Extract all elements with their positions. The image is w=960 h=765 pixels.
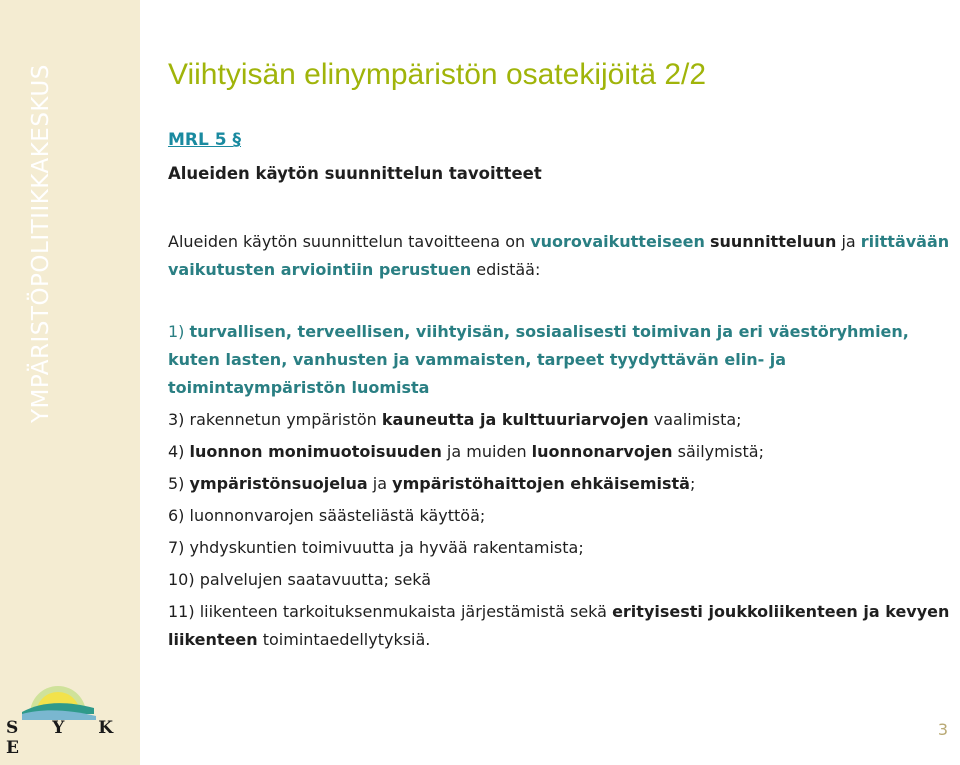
slide-subtitle: Alueiden käytön suunnittelun tavoitteet — [168, 164, 542, 183]
intro-emphasis-dark: suunnitteluun — [709, 232, 837, 251]
intro-emphasis: riittävään vaikutusten arviointiin perustuen — [168, 232, 950, 279]
item-text: 7) yhdyskuntien toimivuutta ja hyvää rakentamista; — [168, 538, 584, 557]
list-item — [168, 502, 958, 530]
intro-text: ja — [836, 232, 861, 251]
item-emphasis: luonnonarvojen — [531, 442, 673, 461]
intro-text: edistää: — [471, 260, 541, 279]
slide-title: Viihtyisän elinympäristön osatekijöitä 2/2 — [168, 58, 707, 91]
item-text: 5) — [168, 474, 190, 493]
item-text: toimintaedellytyksiä. — [257, 630, 431, 649]
list-item — [168, 318, 958, 402]
syke-logo — [0, 672, 140, 758]
item-text: ja — [367, 474, 393, 493]
item-emphasis: ympäristönsuojelua — [189, 474, 368, 493]
logo-wordmark: S Y K E — [6, 718, 128, 758]
sidebar-vertical-text: YMPÄRISTÖPOLITIIKKAKESKUS — [28, 64, 54, 423]
item-text: säilymistä; — [672, 442, 764, 461]
list-item — [168, 534, 958, 562]
item-text: 3) rakennetun ympäristön — [168, 410, 382, 429]
item-text: 6) luonnonvarojen säästeliästä käyttöä; — [168, 506, 486, 525]
intro-text: Alueiden käytön suunnittelun tavoitteena on — [168, 232, 531, 251]
item-text: 4) — [168, 442, 190, 461]
intro-paragraph — [168, 228, 958, 284]
list-item — [168, 470, 958, 498]
list-item — [168, 406, 958, 434]
item-text: ja muiden — [441, 442, 532, 461]
item-text: 10) palvelujen saatavuutta; sekä — [168, 570, 432, 589]
item-emphasis: ympäristöhaittojen ehkäisemistä — [392, 474, 690, 493]
item-emphasis: erityisesti joukkoliikenteen ja kevyen liikenteen — [168, 602, 950, 649]
sidebar — [0, 0, 140, 765]
item-emphasis: luonnon monimuotoisuuden — [189, 442, 442, 461]
item-emphasis: kauneutta ja kulttuuriarvojen — [381, 410, 649, 429]
item-number: 1) — [168, 322, 190, 341]
item-text: vaalimista; — [648, 410, 742, 429]
syke-globe-logo-icon — [0, 672, 140, 720]
objectives-list — [168, 318, 958, 654]
intro-emphasis: vuorovaikutteiseen — [530, 232, 705, 251]
list-item — [168, 598, 958, 654]
item-text: 11) liikenteen tarkoituksenmukaista järjestämistä sekä — [168, 602, 613, 621]
law-reference-link[interactable]: MRL 5 § — [168, 130, 242, 150]
item-text: ; — [689, 474, 696, 493]
list-item — [168, 566, 958, 594]
page-number: 3 — [937, 720, 948, 739]
list-item — [168, 438, 958, 466]
item-emphasis: turvallisen, terveellisen, viihtyisän, sosiaalisesti toimivan ja eri väestöryhmien, kuten lasten, vanhusten ja vammaisten, tarpeet tyydyttävän elin- ja toimintaympäristön luomista — [168, 322, 909, 397]
